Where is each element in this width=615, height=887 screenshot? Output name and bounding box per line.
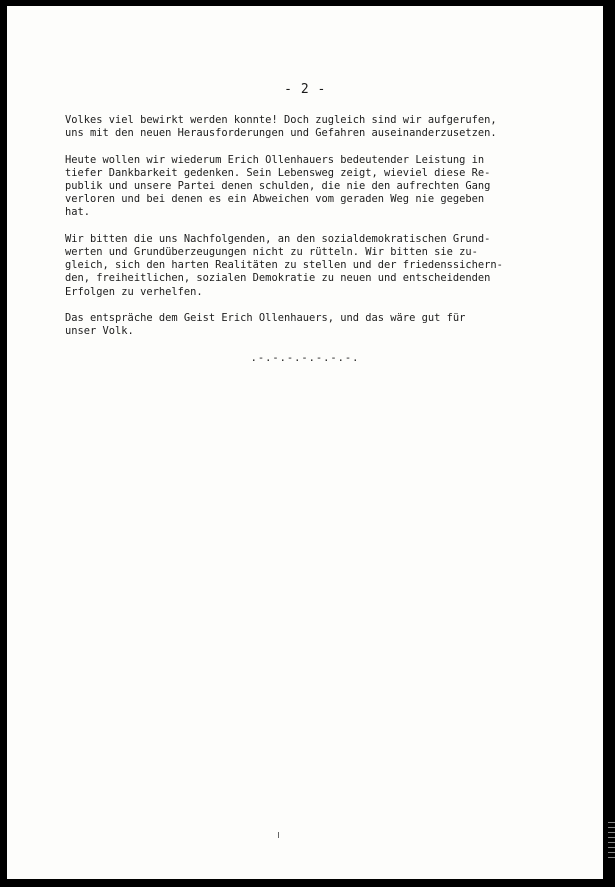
text-line: unser Volk. <box>65 325 134 338</box>
document-body <box>65 114 565 352</box>
paragraph-4 <box>65 312 565 338</box>
text-line: Wir bitten die uns Nachfolgenden, an den sozialdemokratischen Grund- <box>65 232 491 245</box>
scan-speck <box>278 832 279 838</box>
text-line: Das entspräche dem Geist Erich Ollenhauers, und das wäre gut für <box>65 312 466 324</box>
end-separator: .-.-.-.-.-.-.-. <box>250 352 360 364</box>
text-line: verloren und bei denen es ein Abweichen vom geraden Weg nie gegeben <box>65 193 485 206</box>
text-line: tiefer Dankbarkeit gedenken. Sein Lebensweg zeigt, wieviel diese Re- <box>65 166 491 179</box>
text-line: Volkes viel bewirkt werden konnte! Doch zugleich sind wir aufgerufen, <box>65 114 497 126</box>
text-line: werten und Grundüberzeugungen nicht zu rütteln. Wir bitten sie zu- <box>65 246 478 258</box>
paragraph-2 <box>65 154 565 220</box>
text-line: Heute wollen wir wiederum Erich Ollenhauers bedeutender Leistung in <box>65 153 485 166</box>
paragraph-1 <box>65 114 565 140</box>
text-line: gleich, sich den harten Realitäten zu stellen und der friedenssichern- <box>65 259 503 272</box>
text-line: Erfolgen zu verhelfen. <box>65 285 203 298</box>
text-line: den, freiheitlichen, sozialen Demokratie zu neuen und entscheidenden <box>65 272 491 285</box>
text-line: uns mit den neuen Herausforderungen und Gefahren auseinanderzusetzen. <box>65 127 497 140</box>
scan-edge-noise <box>608 820 615 860</box>
text-line: publik und unsere Partei denen schulden, die nie den aufrechten Gang <box>65 180 491 192</box>
text-line: hat. <box>65 206 91 219</box>
page-number: - 2 - <box>284 82 326 97</box>
paragraph-3 <box>65 233 565 299</box>
document-page <box>7 6 603 879</box>
